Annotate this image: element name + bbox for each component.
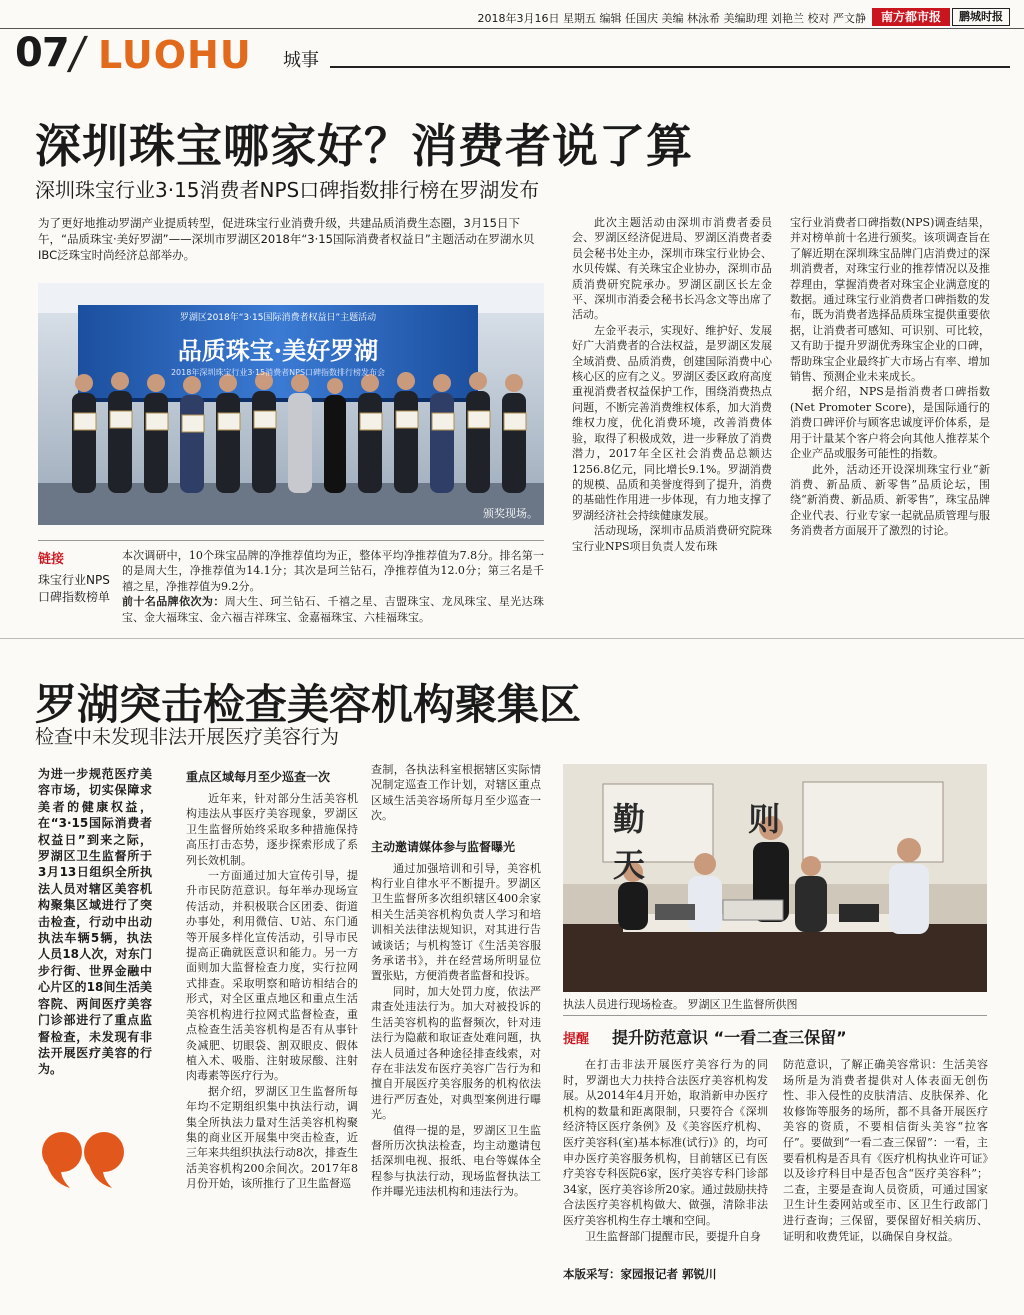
award-photo [38,283,544,525]
section-rule [330,66,1010,68]
photo-banner: 品质珠宝·美好罗湖 [177,336,379,365]
paragraph: 一方面通过加大宣传引导，提升市民防范意识。每年举办现场宣传活动，并积极联合区团委、街道办事处，利用微信、U站、东门通等开展多样化宣传活动，引导市民提高正确就医意识和能力。另一方面则加大监督检查力度，实行拉网式排查。采取明察和暗访相结合的形式，对全区重点地区和重点生活美容机构进行拉网式监督检查，重点检查生活美容机构是否有从事针灸减肥、切眼袋、割双眼皮、假体植入术、吸脂、注射玻尿酸、注射肉毒素等医疗行为。 [186,869,358,1083]
paragraph: 据介绍，罗湖区卫生监督所每年均不定期组织集中执法行动，调集全所执法力量对生活美容机构聚集的商业区开展集中突击检查，近三年来共组织执法行动8次，排查生活美容机构200余间次。2017年8月份开始，该所推行了卫生监督巡 [186,1084,358,1191]
article1-column-2 [572,215,772,554]
link-list-label: 前十名品牌依次为： [122,595,225,609]
remind-tag: 提醒 [563,1032,590,1047]
paragraph: 同时，加大处罚力度，依法严肃查处违法行为。加大对被投诉的生活美容机构的监督频次，针对违法行为隐蔽和取证查处难问题，执法人员通过各种途径排查线索，对存在非法发布医疗美容广告行为和擅自开展医疗美容服务的机构依法进行严厉查处，对典型案例进行曝光。 [371,984,541,1122]
link-tag: 链接 [38,552,65,567]
calligraphy-wall: 勤 则 天 [613,800,827,884]
paragraph: 值得一提的是，罗湖区卫生监督所历次执法检查，均主动邀请包括深圳电视、报纸、电台等媒体全程参与执法行动，现场监督执法工作并曝光违法机构和违法行为。 [371,1123,541,1199]
paragraph: 防范意识，了解正确美容常识：生活美容场所是为消费者提供对人体表面无创伤性、非入侵性的皮肤清洁、皮肤保养、化妆修饰等服务的场所，都不具备开展医疗美容的资质，不要相信街头美容“拉客仔”。要做到“一看二查三保留”：一看，主要看机构是否具有《医疗机构执业许可证》以及诊疗科目中是否包含“医疗美容科”；二查，主要是查询人员资质，可通过国家卫生计生委网站或至市、区卫生行政部门进行查询；三保留，要保留好相关病历、证明和收费凭证，以确保自身权益。 [783,1058,988,1243]
page-number: 07 [15,30,69,76]
masthead-bar [0,0,1024,30]
inspection-photo-caption: 执法人员进行现场检查。 罗湖区卫生监督所供图 [563,998,798,1011]
article1-headline: 深圳珠宝哪家好？消费者说了算 [35,119,693,173]
article-separator [0,638,1024,639]
article1-column-3 [790,215,990,539]
top-rule [0,28,1024,29]
section-name: LUOHU [98,33,252,77]
article1-lead: 为了更好地推动罗湖产业提质转型，促进珠宝行业消费升级，共建品质消费生态圈，3月15日下午，“品质珠宝·美好罗湖”——深圳市罗湖区2018年“3·15国际消费者权益日”主题活动在罗湖水贝IBC泛珠宝时尚经济总部举办。 [38,216,535,262]
paragraph: 卫生监督部门提醒市民，要提升自身 [585,1229,761,1243]
paragraph: 近年来，针对部分生活美容机构违法从事医疗美容现象，罗湖区卫生监督所始终采取多种措施保持高压打击态势，逐步探索形成了系列长效机制。 [186,792,358,867]
issue-meta: 2018年3月16日 星期五 编辑 任国庆 美编 林泳希 美编助理 刘艳兰 校对 严文静 [477,12,866,25]
paragraph: 查制，各执法科室根据辖区实际情况制定巡查工作计划，对辖区重点区域生活美容场所每月至少巡查一次。 [371,763,541,823]
subhead-patrol: 重点区域每月至少巡查一次 [186,770,331,784]
paragraph: 通过加强培训和引导，美容机构行业自律水平不断提升。罗湖区卫生监督所多次组织辖区400余家相关生活美容机构负责人学习和培训相关法律法规知识，对其进行告诫谈话；与机构签订《生活美容服务承诺书》，并在经营场所明显位置张贴，方便消费者监督和投诉。 [371,861,541,983]
photo-banner-top: 罗湖区2018年“3·15国际消费者权益日”主题活动 [179,313,377,323]
remind-rule [563,1015,987,1016]
newspaper-logo: 南方都市报 [872,8,950,26]
byline: 本版采写：家园报记者 郭锐川 [563,1267,717,1281]
paragraph: 在打击非法开展医疗美容行为的同时，罗湖也大力扶持合法医疗美容机构发展。从2014年4月开始，取消新申办医疗机构的数量和距离限制，只要符合《深圳经济特区医疗条例》及《美容医疗机构、医疗美容科(室)基本标准(试行)》的，均可申办医疗美容服务机构，目前辖区已有医疗美容专科医院6家，医疗美容专科门诊部34家，医疗美容诊所20家。通过鼓励扶持合法医疗美容机构做大、做强，清除非法医疗美容机构生存土壤和空间。 [563,1058,768,1227]
slash-divider: / [65,28,90,79]
award-photo-caption: 颁奖现场。 [483,507,538,520]
link-side-title: 珠宝行业NPS口碑指数榜单 [38,573,111,604]
article2-column-2 [186,768,358,1192]
link-list [122,594,544,625]
paragraph: 宝行业消费者口碑指数(NPS)调查结果，并对榜单前十名进行颁奖。该项调查旨在了解近期在深圳珠宝品牌门店消费过的深圳消费者，对珠宝行业的推荐情况以及推荐理由，掌握消费者对珠宝企业满意度的数据。通过珠宝行业消费者口碑指数的发布，既为消费者选择品质珠宝提供重要依据，让消费者可感知、可识别、可比较，又有助于提升罗湖优秀珠宝企业的口碑，帮助珠宝企业最终扩大市场占有率、增加销售、预测企业未来成长。 [790,216,990,384]
paragraph: 据介绍，NPS是指消费者口碑指数(Net Promoter Score)，是国际通行的消费口碑评价与顾客忠诚度评价体系，是用于计量某个客户将会向其他人推荐某个企业产品或服务可能性的指数。 [790,385,990,461]
subsection-name: 城事 [283,50,319,71]
link-text: 本次调研中，10个珠宝品牌的净推荐值均为正，整体平均净推荐值为7.8分。排名第一的是周大生，净推荐值为14.1分；其次是珂兰钻石，净推荐值为12.0分；第三名是千禧之星，净推荐值为9.2分。 [122,549,544,593]
article1-subheadline: 深圳珠宝行业3·15消费者NPS口碑指数排行榜在罗湖发布 [35,178,540,202]
article2-lead: 为进一步规范医疗美容市场，切实保障求美者的健康权益，在“3·15国际消费者权益日”到来之际，罗湖区卫生监督所于3月13日组织全所执法人员对辖区美容机构聚集区域进行了突击检查，行动中出动执法车辆5辆，执法人员18人次，对东门步行街、世界金融中心片区的18间生活美容院、两间医疗美容门诊部进行了重点监督检查，未发现有非法开展医疗美容的行为。 [38,767,152,1077]
link-box-body [122,548,544,625]
link-rule [38,540,544,541]
article2-column-3 [371,762,541,1200]
photo-banner-sub: 2018年深圳珠宝行业3·15消费者NPS口碑指数排行榜发布会 [170,368,386,377]
remind-column-1 [563,1057,768,1244]
paragraph: 此外，活动还开设深圳珠宝行业“新消费、新品质、新零售”品质论坛，围绕“新消费、新品质、新零售”，珠宝品牌企业代表、行业专家一起就品质管理与服务消费者方面展开了激烈的讨论。 [790,462,990,538]
article2-subheadline: 检查中未发现非法开展医疗美容行为 [35,726,340,748]
quote-mark-icon [40,1130,130,1190]
link-list-brands: 周大生、珂兰钻石、千禧之星、吉盟珠宝、龙凤珠宝、星光达珠宝、金大福珠宝、金六福吉祥珠宝、金嘉福珠宝、六桂福珠宝。 [122,595,544,624]
paragraph: 左金平表示，实现好、维护好、发展好广大消费者的合法权益，是罗湖区发展全域消费、品质消费，创建国际消费中心核心区的应有之义。罗湖区委区政府高度重视消费者权益保护工作，围绕消费热点问题，不断完善消费维权体系，加大消费维权力度，优化消费环境，改善消费体验，取得了积极成效，进一步释放了消费潜力，2017年全区社会消费品总额达1256.8亿元，同比增长9.1%。罗湖消费的规模、品质和美誉度得到了提升，消费的基础性作用进一步体现，有力地支撑了罗湖经济社会持续健康发展。 [572,323,772,522]
inspection-photo [563,764,987,992]
remind-column-2 [783,1057,988,1244]
article2-headline: 罗湖突击检查美容机构聚集区 [35,680,582,729]
supplement-logo: 鹏城时报 [952,8,1010,26]
remind-title: 提升防范意识 “一看二查三保留” [612,1028,847,1047]
subhead-media: 主动邀请媒体参与监督曝光 [371,839,516,854]
paragraph: 活动现场，深圳市品质消费研究院珠宝行业NPS项目负责人发布珠 [572,524,772,553]
paragraph: 此次主题活动由深圳市消费者委员会、罗湖区经济促进局、罗湖区消费者委员会秘书处主办，深圳市珠宝行业协会、水贝传媒、有关珠宝企业协办，深圳市品质消费研究院承办。罗湖区副区长左金平、深圳市消委会秘书长冯念文等出席了活动。 [572,216,772,322]
